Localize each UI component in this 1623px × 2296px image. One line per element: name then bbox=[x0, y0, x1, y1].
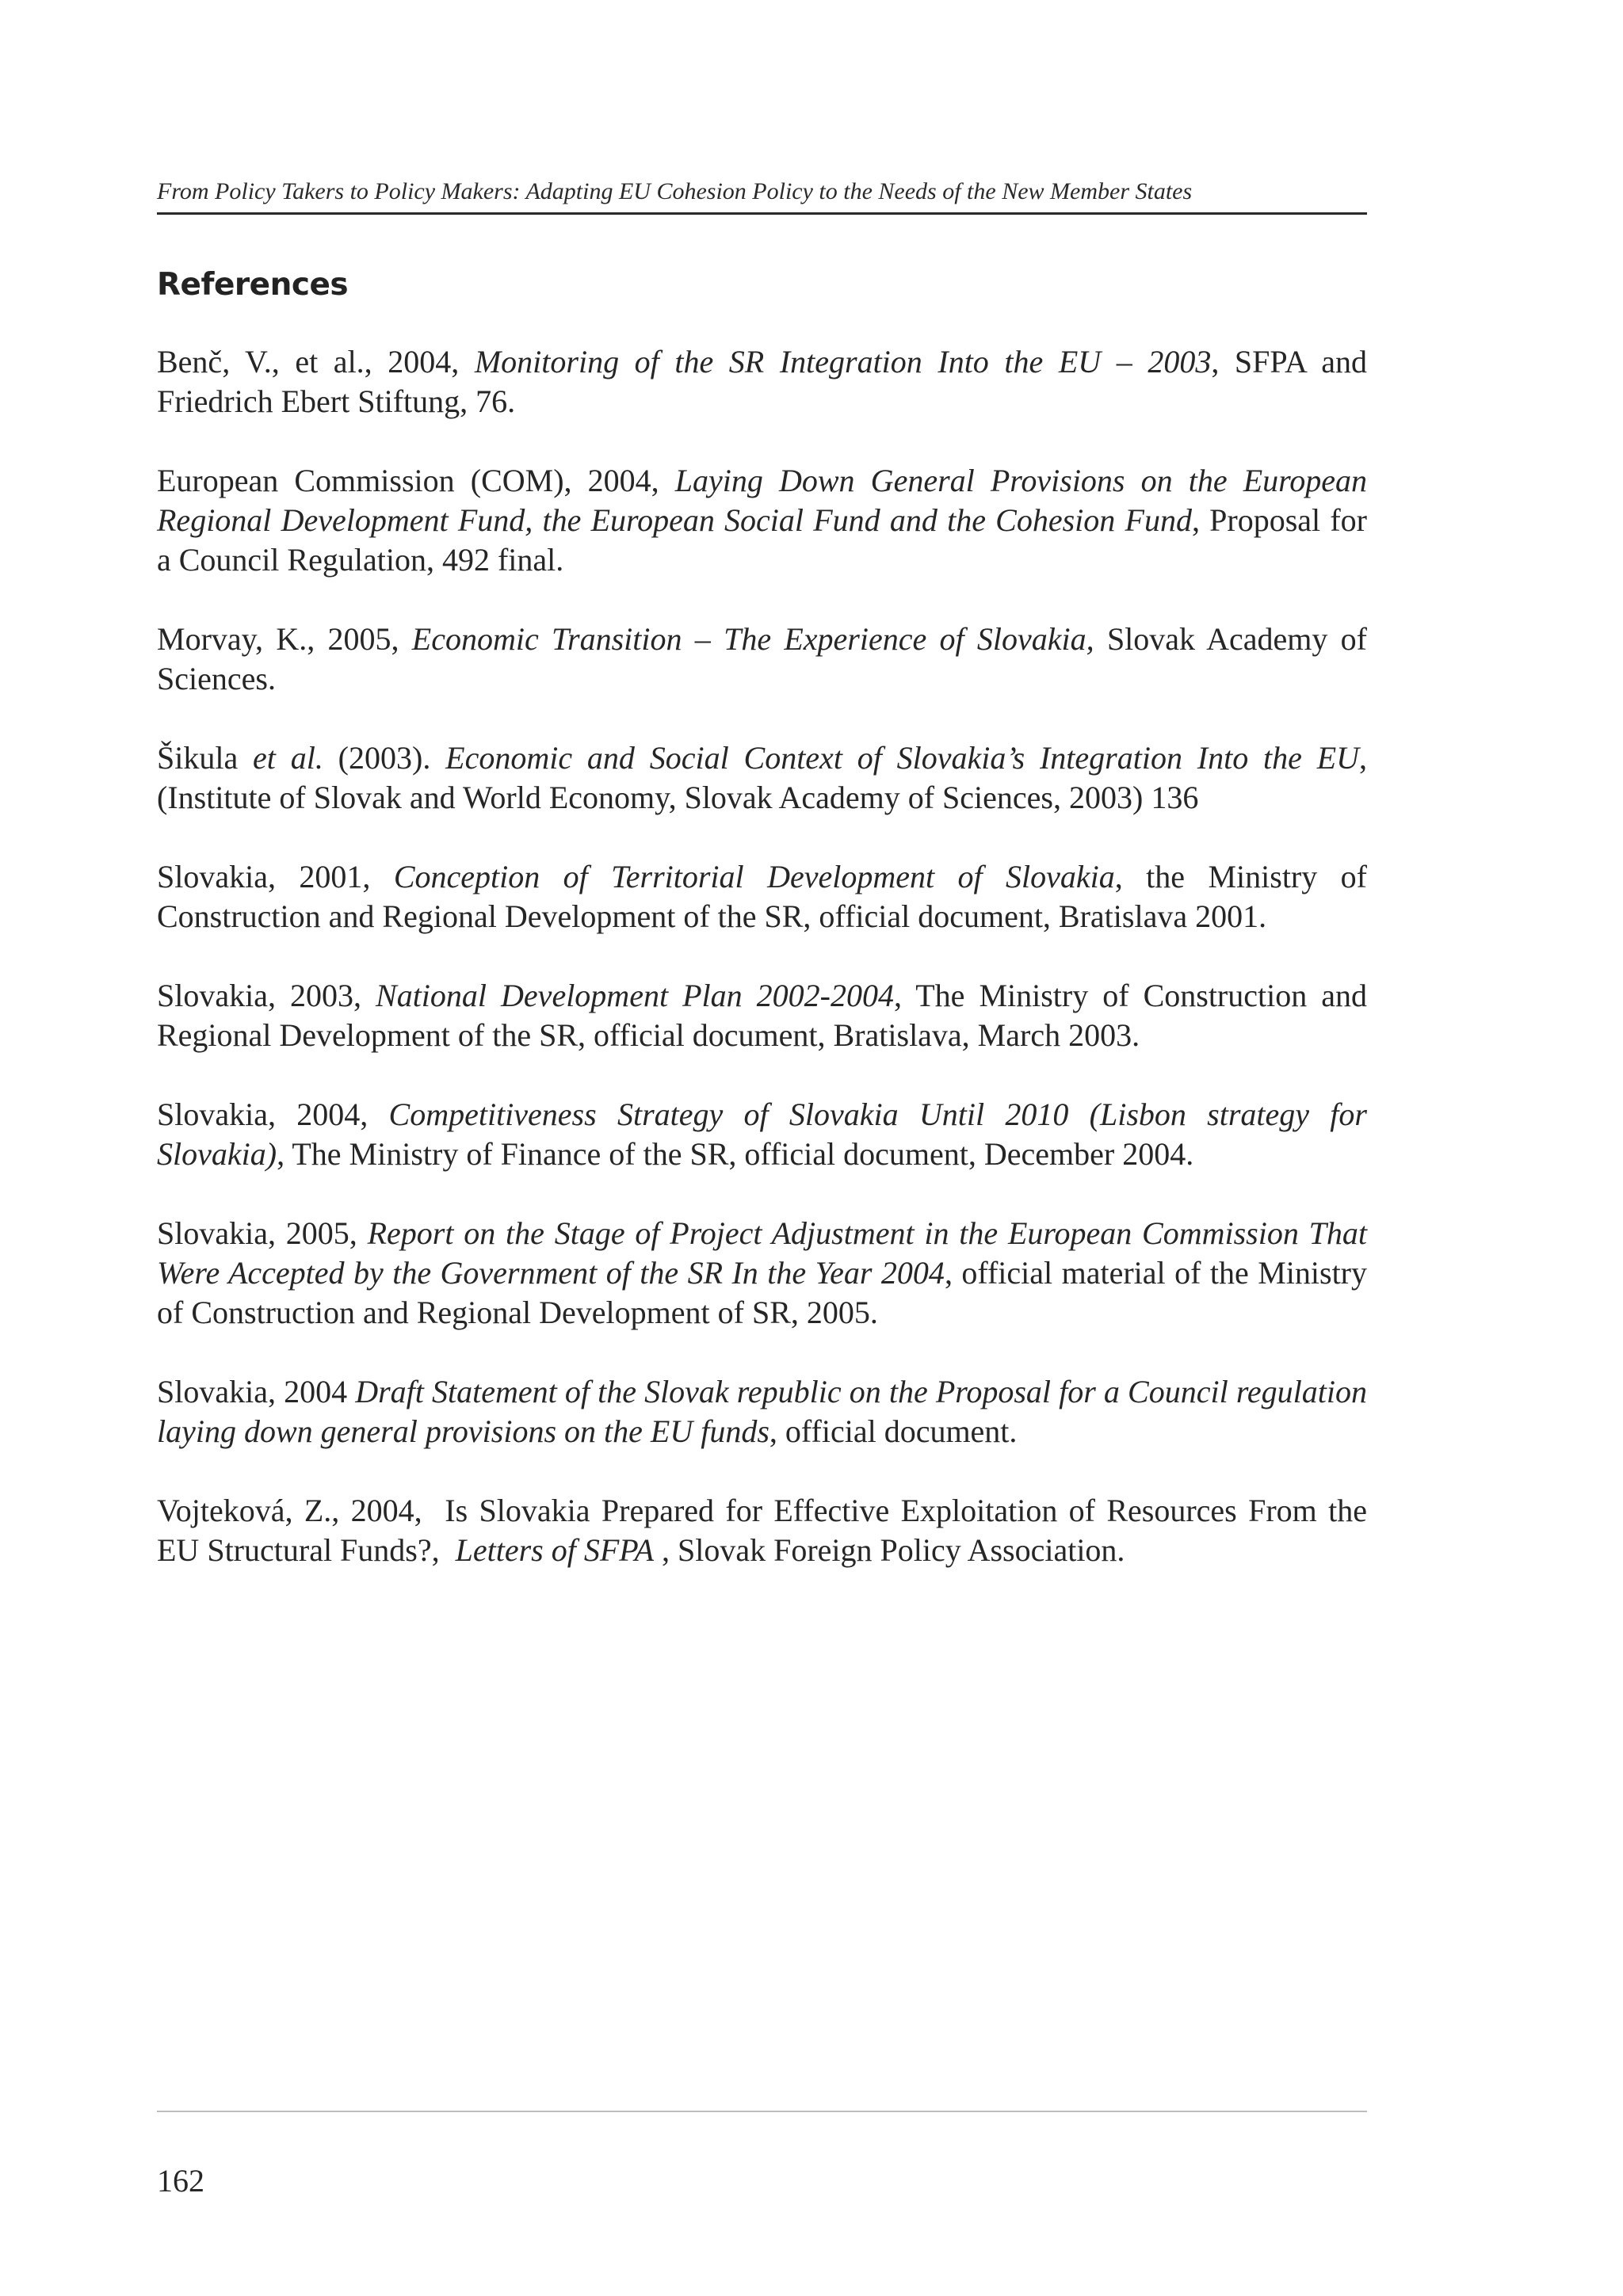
reference-authors: Šikula bbox=[157, 740, 254, 776]
reference-item bbox=[157, 620, 1367, 699]
reference-authors: Slovakia, 2003, bbox=[157, 978, 376, 1013]
page-number: 162 bbox=[157, 2163, 204, 2199]
reference-authors: Vojteková, Z., 2004, Is Slovakia Prepared for Effective Exploitation of Resources From the EU Structural Funds?, bbox=[157, 1493, 1375, 1568]
reference-authors: European Commission (COM), 2004, bbox=[157, 463, 675, 498]
reference-details: Slovak Academy of Sciences. bbox=[157, 621, 1367, 696]
reference-details: , SFPA and Friedrich Ebert Stiftung, 76. bbox=[157, 344, 1367, 419]
reference-title: Economic and Social Context of Slovakia’s Integration Into the EU bbox=[445, 740, 1360, 776]
reference-item bbox=[157, 1491, 1375, 1570]
reference-details: , official document. bbox=[769, 1413, 1018, 1449]
reference-title: Monitoring of the SR Integration Into the EU – 2003 bbox=[474, 344, 1212, 379]
footer-rule bbox=[157, 2111, 1367, 2112]
reference-item bbox=[157, 1095, 1367, 1174]
reference-title: Letters of SFPA bbox=[455, 1532, 654, 1568]
header-rule bbox=[157, 212, 1367, 215]
reference-title: Competitiveness Strategy of Slovakia Until 2010 (Lisbon strategy for Slovakia) bbox=[157, 1097, 1367, 1172]
reference-et-al: et al. bbox=[253, 740, 323, 776]
reference-year: (2003). bbox=[323, 740, 446, 776]
reference-authors: Slovakia, 2004, bbox=[157, 1097, 389, 1132]
reference-title: Conception of Territorial Development of Slovakia bbox=[393, 859, 1115, 894]
reference-item bbox=[157, 738, 1367, 818]
reference-item bbox=[157, 1372, 1367, 1451]
reference-authors: Slovakia, 2005, bbox=[157, 1215, 368, 1251]
reference-list bbox=[157, 342, 1375, 1610]
reference-authors: Slovakia, 2004 bbox=[157, 1374, 356, 1409]
reference-title: Draft Statement of the Slovak republic on the Proposal for a Council regulation laying down general provisions on the EU funds bbox=[157, 1374, 1367, 1449]
reference-title: Report on the Stage of Project Adjustment in the European Commission That Were Accepted by the Government of the SR In the Year 2004 bbox=[157, 1215, 1367, 1291]
reference-item bbox=[157, 857, 1367, 936]
reference-authors: Slovakia, 2001, bbox=[157, 859, 394, 894]
reference-details: , official material of the Ministry of Construction and Regional Development of SR, 2005. bbox=[157, 1255, 1367, 1330]
reference-title: Laying Down General Provisions on the European Regional Development Fund, the European Social Fund and the Cohesion Fund bbox=[157, 463, 1367, 538]
reference-details: , The Ministry of Construction and Regional Development of the SR, official document, Bratislava, March 2003. bbox=[157, 978, 1368, 1053]
reference-details: , The Ministry of Finance of the SR, official document, December 2004. bbox=[277, 1136, 1194, 1172]
reference-details: , (Institute of Slovak and World Economy, Slovak Academy of Sciences, 2003) 136 bbox=[157, 740, 1368, 815]
running-header: From Policy Takers to Policy Makers: Adapting EU Cohesion Policy to the Needs of the New Member States bbox=[157, 178, 1193, 204]
reference-title: National Development Plan 2002-2004 bbox=[376, 978, 894, 1013]
reference-details: , Slovak Foreign Policy Association. bbox=[654, 1532, 1125, 1568]
section-heading: References bbox=[157, 267, 349, 303]
reference-title: Economic Transition – The Experience of Slovakia, bbox=[411, 621, 1094, 657]
reference-item bbox=[157, 342, 1367, 421]
reference-details: , Proposal for a Council Regulation, 492 final. bbox=[157, 502, 1367, 578]
reference-details: , the Ministry of Construction and Regional Development of the SR, official document, Bratislava 2001. bbox=[157, 859, 1367, 934]
reference-item bbox=[157, 1214, 1367, 1333]
reference-authors: Morvay, K., 2005, bbox=[157, 621, 412, 657]
reference-item bbox=[157, 976, 1367, 1055]
reference-authors: Benč, V., et al., 2004, bbox=[157, 344, 475, 379]
reference-item bbox=[157, 461, 1367, 580]
